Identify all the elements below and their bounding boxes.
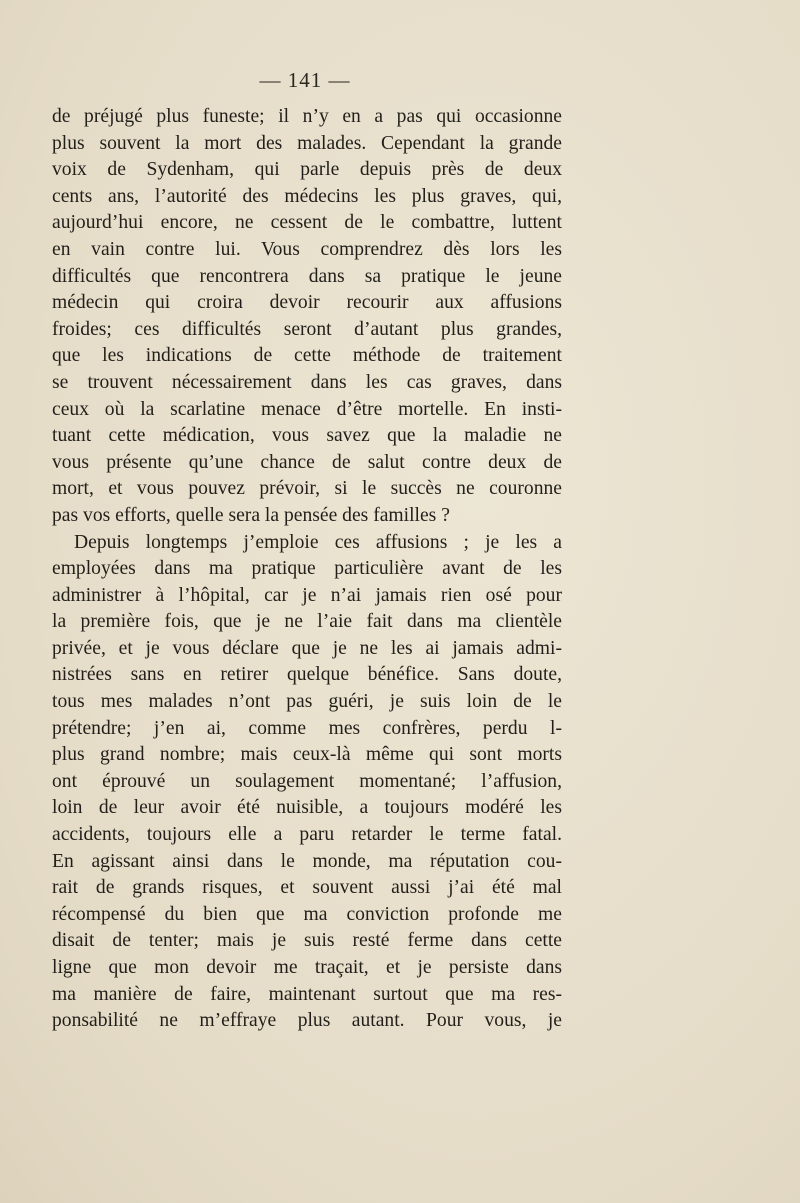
- text-line: loin de leur avoir été nuisible, a toujours modéré les: [52, 797, 562, 819]
- text-line: administrer à l’hôpital, car je n’ai jamais rien osé pour: [52, 584, 562, 606]
- text-line: aujourd’hui encore, ne cessent de le combattre, luttent: [52, 212, 562, 234]
- text-line: la première fois, que je ne l’aie fait dans ma clientèle: [52, 611, 562, 633]
- text-line: tuant cette médication, vous savez que la maladie ne: [52, 425, 562, 447]
- text-line: de préjugé plus funeste; il n’y en a pas qui occasionne: [52, 106, 562, 127]
- text-line: ont éprouvé un soulagement momentané; l’affusion,: [52, 770, 562, 792]
- text-line: se trouvent nécessairement dans les cas graves, dans: [52, 371, 562, 393]
- text-line: récompensé du bien que ma conviction profonde me: [52, 903, 562, 925]
- text-line: En agissant ainsi dans le monde, ma réputation cou-: [52, 850, 562, 872]
- text-line: pas vos efforts, quelle sera la pensée des familles ?: [52, 504, 450, 526]
- text-line: privée, et je vous déclare que je ne les ai jamais admi-: [52, 637, 562, 659]
- text-line: Depuis longtemps j’emploie ces affusions ; je les a: [74, 531, 562, 553]
- body-text: [52, 104, 562, 1035]
- text-line: médecin qui croira devoir recourir aux affusions: [52, 292, 562, 314]
- text-line: plus souvent la mort des malades. Cependant la grande: [52, 132, 562, 154]
- text-line: mort, et vous pouvez prévoir, si le succès ne couronne: [52, 478, 562, 500]
- text-line: rait de grands risques, et souvent aussi j’ai été mal: [52, 877, 562, 899]
- text-line: vous présente qu’une chance de salut contre deux de: [52, 451, 562, 473]
- text-line: accidents, toujours elle a paru retarder le terme fatal.: [52, 824, 562, 846]
- text-line: cents ans, l’autorité des médecins les plus graves, qui,: [52, 185, 562, 207]
- text-line: que les indications de cette méthode de traitement: [52, 345, 562, 367]
- text-line: ceux où la scarlatine menace d’être mortelle. En insti-: [52, 398, 562, 420]
- text-line: disait de tenter; mais je suis resté ferme dans cette: [52, 930, 562, 952]
- text-line: froides; ces difficultés seront d’autant plus grandes,: [52, 318, 562, 340]
- text-line: tous mes malades n’ont pas guéri, je suis loin de le: [52, 691, 562, 713]
- text-line: plus grand nombre; mais ceux-là même qui sont morts: [52, 744, 562, 766]
- text-line: en vain contre lui. Vous comprendrez dès lors les: [52, 238, 562, 260]
- text-line: ligne que mon devoir me traçait, et je persiste dans: [52, 957, 562, 978]
- text-line: nistrées sans en retirer quelque bénéfice. Sans doute,: [52, 664, 562, 686]
- text-line: employées dans ma pratique particulière avant de les: [52, 558, 562, 580]
- page-number: — 141 —: [259, 68, 351, 92]
- text-line: ponsabilité ne m’effraye plus autant. Pour vous, je: [52, 1010, 562, 1032]
- text-line: prétendre; j’en ai, comme mes confrères, perdu l-: [52, 717, 562, 739]
- text-line: voix de Sydenham, qui parle depuis près de deux: [52, 159, 562, 181]
- text-line: difficultés que rencontrera dans sa pratique le jeune: [52, 265, 562, 287]
- text-line: ma manière de faire, maintenant surtout que ma res-: [52, 983, 562, 1005]
